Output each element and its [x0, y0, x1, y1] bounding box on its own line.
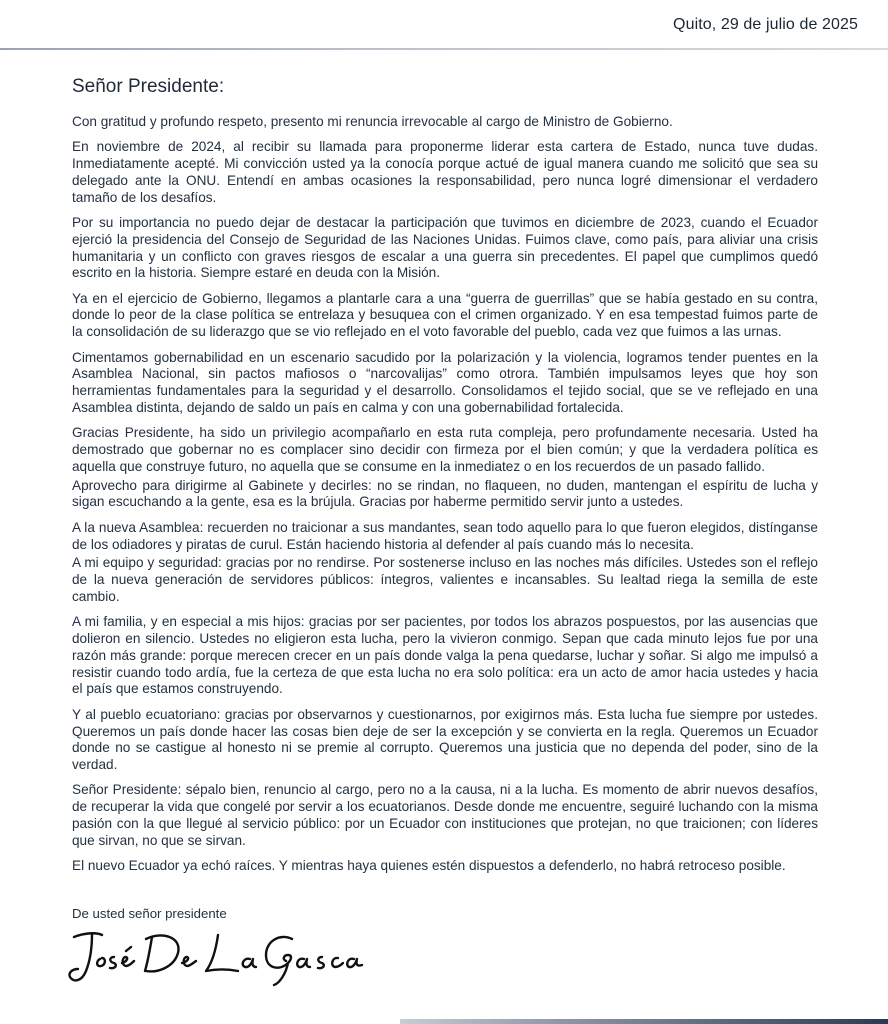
paragraph-cabinet: Aprovecho para dirigirme al Gabinete y decirles: no se rindan, no flaqueen, no duden, mantengan el espíritu de lucha y sigan escuchando a la gente, esa es la brújula. Gracias por haberme permitido servir junto a ustedes. [72, 477, 818, 510]
paragraph-governability: Cimentamos gobernabilidad en un escenario sacudido por la polarización y la violencia, logramos tender puentes en la Asamblea Nacional, sin pactos mafiosos o “narcovalijas” como otrora. También impulsamos leyes que hoy son herramientas fundamentales para la seguridad y el desarrollo. Consolidamos el tejido social, que se ve reflejado en una Asamblea distinta, dejando de saldo un país en calma y con una gobernabilidad fortalecida. [72, 349, 818, 415]
footer-accent-bar [400, 1019, 888, 1024]
paragraph-team: A mi equipo y seguridad: gracias por no rendirse. Por sostenerse incluso en las noches más difíciles. Ustedes son el reflejo de la nueva generación de servidores públicos: íntegros, valientes e incansables. Su lealtad riega la semilla de este cambio. [72, 555, 818, 604]
paragraph-government: Ya en el ejercicio de Gobierno, llegamos a plantarle cara a una “guerra de guerrillas” que se había gestado en su contra, donde lo peor de la clase política se entrelaza y besuquea con el crimen organizado. Y en esa tempestad fuimos parte de la consolidación de su liderazgo que se vio reflejado en el voto favorable del pueblo, cada vez que fuimos a las urnas. [72, 290, 818, 340]
paragraph-assembly: A la nueva Asamblea: recuerden no traicionar a sus mandantes, sean todo aquello para lo que fueron elegidos, distínganse de los odiadores y piratas de curul. Están haciendo historia al defender al país cuando más lo necesita. [72, 519, 818, 552]
paragraph-family: A mi familia, y en especial a mis hijos: gracias por ser pacientes, por todos los abrazos pospuestos, por las ausencias que dolieron en silencio. Ustedes no eligieron esta lucha, pero la vivieron conmigo. Sepan que cada minuto lejos fue por una razón más grande: porque merecen crecer en un país donde valga la pena quedarse, luchar y soñar. Si algo me impulsó a resistir cuando todo ardía, fue la certeza de que esta lucha no era solo política: era un acto de amor hacia ustedes y hacia el país que estamos construyendo. [72, 614, 818, 697]
letterhead [0, 0, 888, 52]
paragraph-appointment: En noviembre de 2024, al recibir su llamada para proponerme liderar esta cartera de Estado, nunca tuve dudas. Inmediatamente acepté. Mi convicción usted ya la conocía porque actué de igual manera cuando me solicitó que sea su delegado ante la ONU. Entendí en ambas ocasiones la responsabilidad, pero nunca logré dimensionar el verdadero tamaño de los desafíos. [72, 139, 818, 205]
letter-date: Quito, 29 de julio de 2025 [673, 16, 858, 33]
paragraph-farewell: Señor Presidente: sépalo bien, renuncio al cargo, pero no a la causa, ni a la lucha. Es momento de abrir nuevos desafíos, de recuperar la vida que congelé por servir a los ecuatorianos. Desde donde me encuentre, seguiré luchando con la misma pasión con la que llegué al servicio público: por un Ecuador con instituciones que protejan, no que traicionen; con líderes que sirvan, no que se sirvan. [72, 782, 818, 848]
paragraph-resignation: Con gratitud y profundo respeto, presento mi renuncia irrevocable al cargo de Ministro de Gobierno. [72, 114, 673, 129]
header-divider [0, 48, 888, 50]
closing-line: De usted señor presidente [72, 906, 227, 921]
paragraph-thanks-president: Gracias Presidente, ha sido un privilegio acompañarlo en esta ruta compleja, pero profundamente necesaria. Usted ha demostrado que gobernar no es complacer sino decidir con firmeza por el bien común; y que la verdadera política es aquella que construye futuro, no aquella que se consume en la inmediatez o en los recuerdos de un pasado fallido. [72, 425, 818, 474]
salutation: Señor Presidente: [72, 76, 225, 97]
paragraph-people: Y al pueblo ecuatoriano: gracias por observarnos y cuestionarnos, por exigirnos más. Esta lucha fue siempre por ustedes. Queremos un país donde hacer las cosas bien deje de ser la excepción y se convierta en la regla. Queremos un Ecuador donde no se castigue al honesto ni se premie al corrupto. Queremos una justicia que no dependa del poder, sino de la verdad. [72, 706, 818, 773]
letter-body [72, 76, 818, 883]
paragraph-new-ecuador: El nuevo Ecuador ya echó raíces. Y mientras haya quienes estén dispuestos a defenderlo, no habrá retroceso posible. [72, 858, 786, 874]
paragraph-un-council: Por su importancia no puedo dejar de destacar la participación que tuvimos en diciembre de 2023, cuando el Ecuador ejerció la presidencia del Consejo de Seguridad de las Naciones Unidas. Fuimos clave, como país, para aliviar una crisis humanitaria y un conflicto con graves riesgos de escalar a una guerra sin precedentes. El papel que cumplimos quedó escrito en la historia. Siempre estaré en deuda con la Misión. [72, 214, 818, 281]
handwritten-signature [66, 925, 366, 989]
